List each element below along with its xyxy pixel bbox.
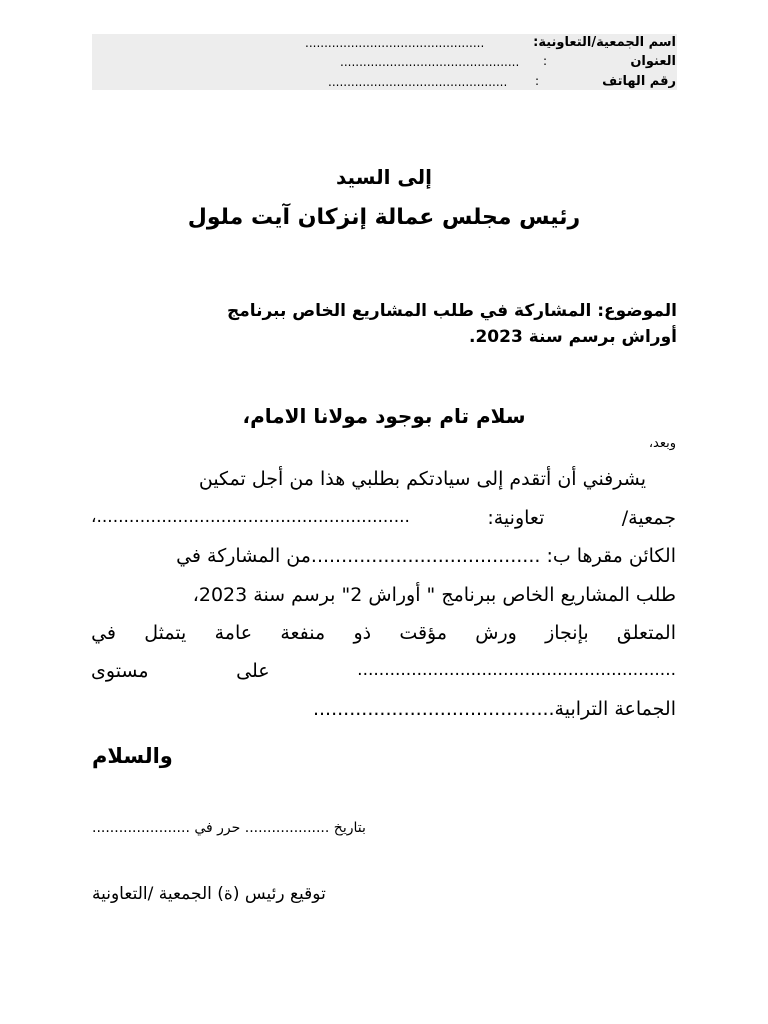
body-line-3-text: الكائن مقرها ب: ......................................من المشاركة في (176, 545, 676, 567)
signature-label: توقيع رئيس (ة) الجمعية /التعاونية (92, 884, 326, 904)
closing: والسلام (92, 744, 173, 768)
subject-line-2: أوراش برسم سنة 2023. (469, 327, 677, 347)
association-name-dots: ............................................... (305, 36, 485, 50)
date-label: بتاريخ (333, 820, 366, 836)
body-line-5-word: يتمثل (144, 622, 187, 644)
date-dots: ...................... (92, 820, 190, 836)
date-line (92, 820, 366, 836)
body-line-2 (91, 507, 676, 529)
body-line-5-word: منفعة (280, 622, 326, 644)
body-line-2-word-2: تعاونية: (487, 507, 545, 529)
body-line-5-word: ذو (353, 622, 372, 644)
body-line-6-word-1: على (236, 660, 270, 682)
body-line-6-dots: ........................................................... (357, 660, 676, 680)
body-line-2-dots: ..........................................................، (91, 507, 410, 527)
body-line-5 (91, 622, 676, 644)
body-line-5-word: بإنجاز (545, 622, 589, 644)
association-name-label: اسم الجمعية/التعاونية: (533, 35, 676, 50)
body-line-5-word: ورش (475, 622, 517, 644)
addressee-line-2: رئيس مجلس عمالة إنزكان آيت ملول (187, 205, 581, 230)
body-line-5-word: في (91, 622, 116, 644)
made-in-label: حرر في (194, 820, 241, 836)
body-line-5-word: مؤقت (399, 622, 448, 644)
body-line-7 (91, 698, 676, 720)
after-greeting: وبعد، (648, 436, 676, 451)
address-label: العنوان (630, 54, 676, 69)
body-line-4-text: طلب المشاريع الخاص ببرنامج " أوراش 2" برسم سنة 2023، (192, 584, 676, 606)
body-line-6 (91, 660, 676, 682)
body-line-5-word: المتعلق (616, 622, 676, 644)
body-line-1-text: يشرفني أن أتقدم إلى سيادتكم بطلبي هذا من أجل تمكين (198, 468, 646, 490)
subject-line-1: الموضوع: المشاركة في طلب المشاريع الخاص ببرنامج (226, 301, 677, 321)
phone-label: رقم الهاتف (602, 74, 676, 89)
subject (117, 298, 677, 350)
body-line-1 (91, 468, 676, 490)
body-line-6-word-2: مستوى (91, 660, 149, 682)
body-line-7-text: الجماعة الترابية....................................... (319, 698, 676, 720)
addressee-line-1: إلى السيد (336, 165, 432, 189)
address-colon: : (543, 54, 548, 68)
body-line-5-word: عامة (214, 622, 253, 644)
phone-dots: ............................................... (328, 75, 508, 89)
body-line-7-end: . (312, 698, 320, 720)
body-line-4 (91, 584, 676, 606)
body-line-3 (91, 545, 676, 567)
phone-colon: : (535, 74, 540, 88)
greeting: سلام تام بوجود مولانا الامام، (242, 404, 526, 428)
body-line-2-word-1: جمعية/ (621, 507, 676, 529)
made-in-dots: ................... (244, 820, 330, 836)
address-dots: ............................................... (340, 55, 520, 69)
